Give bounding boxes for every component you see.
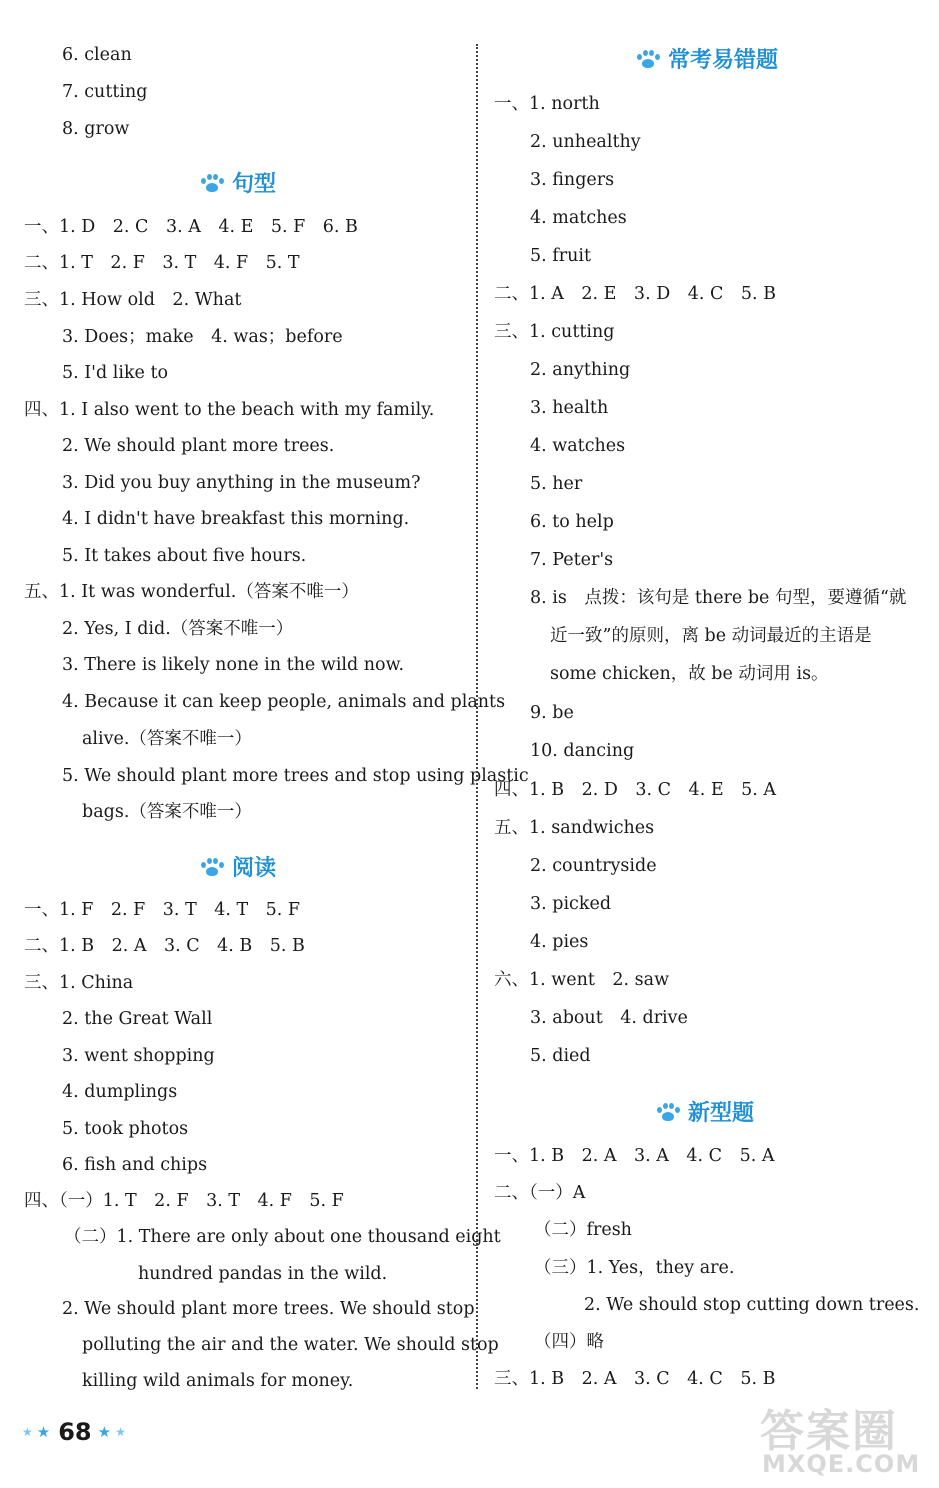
- answer-line: 3. health: [530, 398, 609, 418]
- answer-line: 五、1. It was wonderful.（答案不唯一）: [24, 582, 359, 602]
- answer-line: 3. fingers: [530, 170, 615, 190]
- answer-line: 一、1. D 2. C 3. A 4. E 5. F 6. B: [24, 217, 358, 237]
- star-icon: ★: [97, 1423, 112, 1441]
- answer-line: alive.（答案不唯一）: [82, 729, 252, 749]
- star-icon: ★: [22, 1425, 33, 1439]
- answer-line: （四）略: [534, 1332, 604, 1352]
- answer-line: bags.（答案不唯一）: [82, 802, 252, 822]
- answer-line: 六、1. went 2. saw: [494, 970, 670, 990]
- section-title: 常考易错题: [668, 48, 779, 73]
- answer-line: 5. died: [530, 1046, 591, 1066]
- answer-line: 2. We should plant more trees. We should stop: [62, 1299, 475, 1319]
- answer-line: 二、1. B 2. A 3. C 4. B 5. B: [24, 936, 305, 956]
- section-heading: [200, 851, 276, 882]
- answer-line: 四、（一）1. T 2. F 3. T 4. F 5. F: [24, 1191, 344, 1211]
- page-footer: [22, 1418, 130, 1446]
- answer-line: 2. countryside: [530, 856, 657, 876]
- answer-line: 四、1. B 2. D 3. C 4. E 5. A: [494, 780, 776, 800]
- star-icon: ★: [36, 1423, 51, 1441]
- answer-line: 3. There is likely none in the wild now.: [62, 655, 405, 675]
- answer-line: 三、1. cutting: [494, 322, 615, 342]
- answer-line: （三）1. Yes，they are.: [534, 1258, 735, 1278]
- answer-line: 2. We should plant more trees.: [62, 436, 335, 456]
- answer-line: 7. cutting: [62, 82, 148, 102]
- answer-line: 2. the Great Wall: [62, 1009, 213, 1029]
- watermark-url: MXQE.COM: [762, 1450, 921, 1478]
- answer-line: 5. I'd like to: [62, 363, 169, 383]
- section-heading: [656, 1096, 754, 1127]
- answer-line: 3. about 4. drive: [530, 1008, 688, 1028]
- watermark-logo: 答案圈: [760, 1406, 898, 1457]
- answer-line: 4. Because it can keep people, animals and plants: [62, 692, 506, 712]
- section-title: 阅读: [232, 856, 277, 881]
- page-number: 68: [58, 1418, 92, 1446]
- section-heading: [200, 167, 276, 198]
- answer-line: 9. be: [530, 703, 574, 723]
- answer-line: （二）fresh: [534, 1220, 632, 1240]
- answer-line: 四、1. I also went to the beach with my family.: [24, 400, 435, 420]
- answer-line: 2. unhealthy: [530, 132, 641, 152]
- answer-line: killing wild animals for money.: [82, 1371, 354, 1391]
- answer-line: 4. pies: [530, 932, 589, 952]
- answer-line: 8. grow: [62, 119, 130, 139]
- paw-icon: [656, 1102, 680, 1122]
- answer-line: 4. watches: [530, 436, 626, 456]
- answer-line: 5. took photos: [62, 1119, 189, 1139]
- answer-line: 一、1. north: [494, 94, 600, 114]
- answer-line: 2. anything: [530, 360, 631, 380]
- answer-line: 三、1. B 2. A 3. C 4. C 5. B: [494, 1369, 776, 1389]
- answer-line: 二、（一）A: [494, 1183, 586, 1203]
- answer-line: polluting the air and the water. We should stop: [82, 1335, 499, 1355]
- answer-line: 4. matches: [530, 208, 627, 228]
- answer-line: 5. her: [530, 474, 583, 494]
- section-title: 新型题: [688, 1101, 755, 1126]
- answer-line: 3. picked: [530, 894, 612, 914]
- answer-line: 2. Yes, I did.（答案不唯一）: [62, 619, 294, 639]
- answer-line: 6. to help: [530, 512, 614, 532]
- answer-line: 7. Peter's: [530, 550, 614, 570]
- answer-line: 4. I didn't have breakfast this morning.: [62, 509, 410, 529]
- answer-line: 2. We should stop cutting down trees.: [584, 1295, 920, 1315]
- answer-line: 一、1. F 2. F 3. T 4. T 5. F: [24, 900, 301, 920]
- answer-line: 6. fish and chips: [62, 1155, 208, 1175]
- answer-line: hundred pandas in the wild.: [138, 1264, 388, 1284]
- answer-line: 三、1. How old 2. What: [24, 290, 242, 310]
- answer-line: some chicken，故 be 动词用 is。: [550, 664, 829, 684]
- answer-line: 三、1. China: [24, 973, 134, 993]
- answer-line: 五、1. sandwiches: [494, 818, 655, 838]
- answer-line: 4. dumplings: [62, 1082, 178, 1102]
- answer-line: （二）1. There are only about one thousand eight: [64, 1227, 501, 1247]
- paw-icon: [636, 49, 660, 69]
- answer-line: 3. Did you buy anything in the museum?: [62, 473, 421, 493]
- section-heading: [636, 43, 778, 74]
- answer-line: 10. dancing: [530, 741, 635, 761]
- answer-line: 5. It takes about five hours.: [62, 546, 307, 566]
- answer-line: 3. went shopping: [62, 1046, 215, 1066]
- section-title: 句型: [232, 172, 277, 197]
- answer-line: 5. We should plant more trees and stop using plastic: [62, 766, 529, 786]
- answer-line: 3. Does；make 4. was；before: [62, 327, 343, 347]
- answer-line: 5. fruit: [530, 246, 592, 266]
- answer-line: 8. is 点拨：该句是 there be 句型，要遵循“就: [530, 588, 907, 608]
- star-icon: ★: [115, 1425, 126, 1439]
- paw-icon: [200, 173, 224, 193]
- column-divider: [476, 44, 478, 1389]
- paw-icon: [200, 857, 224, 877]
- answer-line: 二、1. T 2. F 3. T 4. F 5. T: [24, 253, 300, 273]
- answer-line: 6. clean: [62, 45, 132, 65]
- answer-line: 一、1. B 2. A 3. A 4. C 5. A: [494, 1146, 775, 1166]
- answer-line: 二、1. A 2. E 3. D 4. C 5. B: [494, 284, 776, 304]
- answer-line: 近一致”的原则，离 be 动词最近的主语是: [550, 626, 872, 646]
